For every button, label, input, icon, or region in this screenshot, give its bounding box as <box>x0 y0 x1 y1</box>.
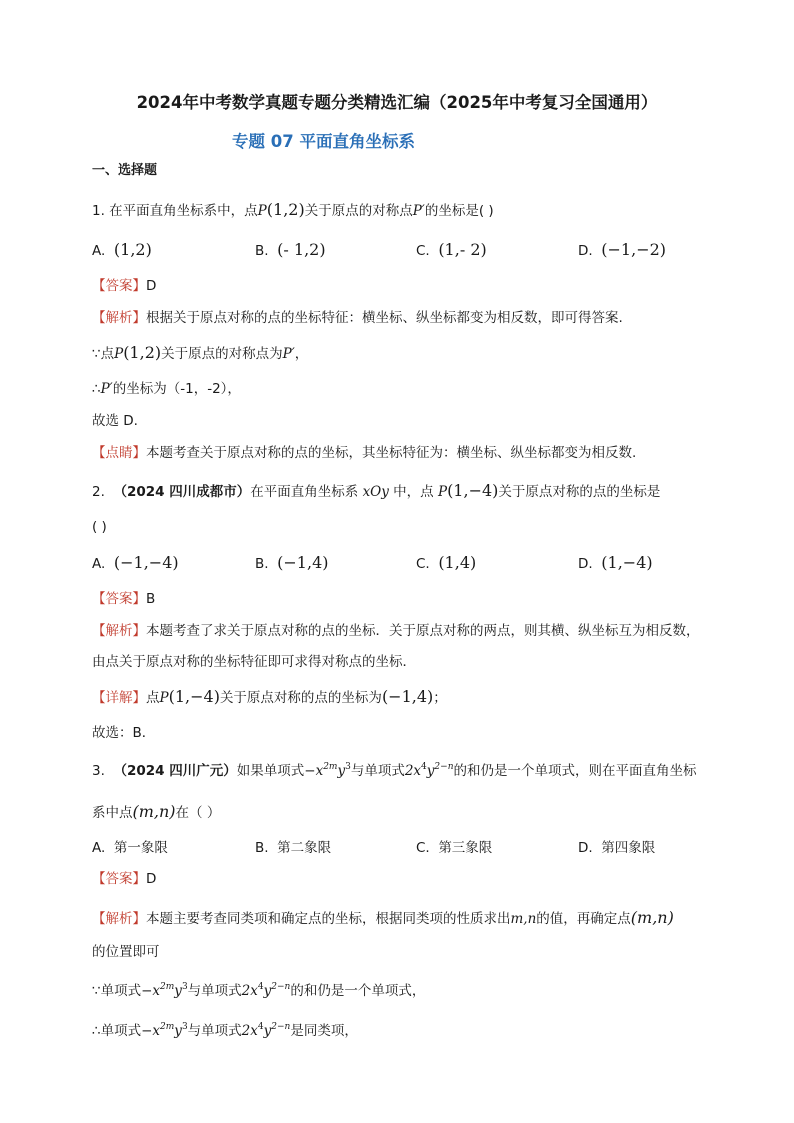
section-heading: 一、选择题 <box>92 163 158 178</box>
question-1-stem: 1. 在平面直角坐标系中，点P(1,2)关于原点的对称点P′的坐标是( ) <box>92 200 494 219</box>
question-3-option-a: A. 第一象限 <box>92 840 168 856</box>
question-2-stem-cont: ( ) <box>92 519 107 535</box>
document-title: 2024年中考数学真题专题分类精选汇编（2025年中考复习全国通用） <box>136 93 658 112</box>
question-2-answer: 【答案】B <box>92 591 156 607</box>
topic-subtitle: 专题 07 平面直角坐标系 <box>232 132 415 151</box>
question-3-stem: 3. （2024 四川广元）如果单项式$-x^{2m}y^3$与单项式$2x^4y^{2-n}$的和仍是一个单项式，则在平面直角坐标 <box>92 762 697 779</box>
question-1-option-d: D. (−1,−2) <box>578 240 667 259</box>
question-3-option-c: C. 第三象限 <box>416 840 493 856</box>
question-2-analysis: 【解析】本题考查了求关于原点对称的点的坐标．关于原点对称的两点，则其横、纵坐标互为相反数， <box>92 623 700 639</box>
question-3-analysis-cont: 的位置即可 <box>92 944 160 960</box>
question-2-option-a: A. (−1,−4) <box>92 553 179 572</box>
question-1-comment: 【点睛】本题考查关于原点对称的点的坐标，其坐标特征为：横坐标、纵坐标都变为相反数. <box>92 445 637 461</box>
question-1-analysis: 【解析】根据关于原点对称的点的坐标特征：横坐标、纵坐标都变为相反数，即可得答案. <box>92 310 623 326</box>
question-1-step-2: ∴P′的坐标为（-1，-2）， <box>92 381 241 397</box>
question-1-option-c: C. (1,- 2) <box>416 240 487 259</box>
question-2-option-b: B. (−1,4) <box>255 553 329 572</box>
question-3-analysis: 【解析】本题主要考查同类项和确定点的坐标，根据同类项的性质求出m,n的值，再确定点(m,n) <box>92 908 674 927</box>
question-3-step-2: ∴单项式$-x^{2m}y^3$与单项式$2x^4y^{2-n}$是同类项， <box>92 1022 358 1039</box>
question-1-step-1: ∵点P(1,2)关于原点的对称点为P′， <box>92 343 309 362</box>
question-2-option-d: D. (1,−4) <box>578 553 653 572</box>
question-3-option-b: B. 第二象限 <box>255 840 332 856</box>
question-3-option-d: D. 第四象限 <box>578 840 656 856</box>
question-2-final: 故选：B． <box>92 725 156 741</box>
question-1-option-a: A. (1,2) <box>92 240 152 259</box>
question-1-option-b: B. (- 1,2) <box>255 240 326 259</box>
question-3-step-1: ∵单项式$-x^{2m}y^3$与单项式$2x^4y^{2-n}$的和仍是一个单项式， <box>92 982 426 999</box>
question-3-stem-cont: 系中点(m,n)在（ ） <box>92 802 221 821</box>
question-1-step-3: 故选 D. <box>92 413 138 429</box>
question-1-answer: 【答案】D <box>92 278 157 294</box>
question-2-detail: 【详解】点P(1,−4)关于原点对称的点的坐标为(−1,4)； <box>92 687 447 706</box>
question-2-stem: 2. （2024 四川成都市）在平面直角坐标系 xOy 中，点 P(1,−4)关于原点对称的点的坐标是 <box>92 481 661 500</box>
question-3-answer: 【答案】D <box>92 871 157 887</box>
question-2-analysis-cont: 由点关于原点对称的坐标特征即可求得对称点的坐标． <box>92 654 416 670</box>
question-2-option-c: C. (1,4) <box>416 553 477 572</box>
